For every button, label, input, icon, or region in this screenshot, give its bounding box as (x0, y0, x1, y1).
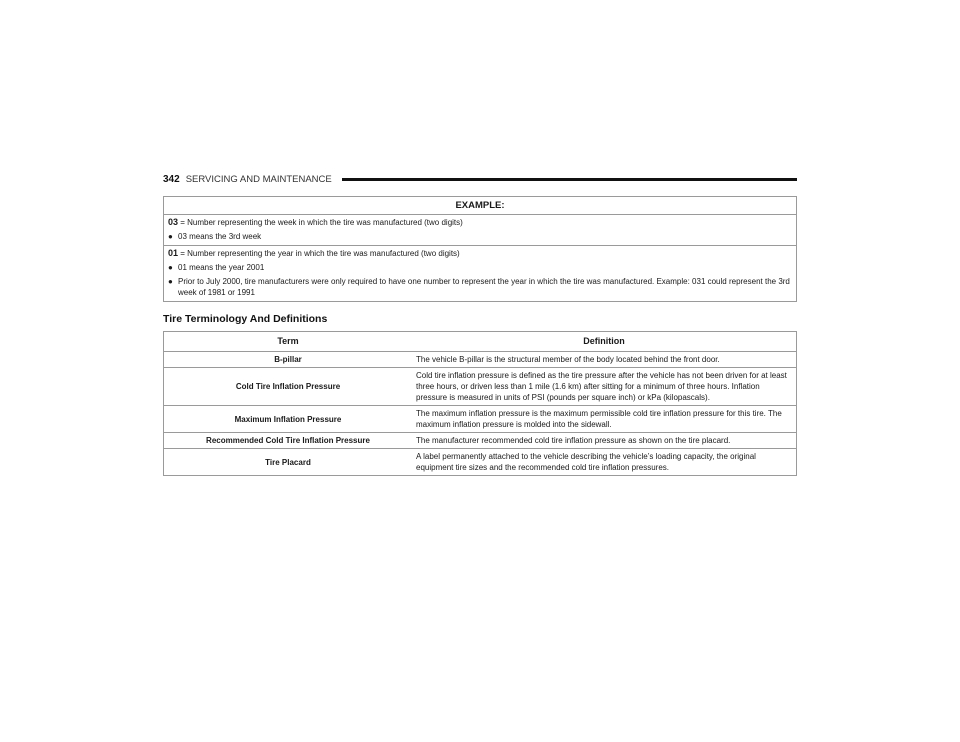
example-row-week (164, 215, 796, 245)
column-header-definition: Definition (412, 332, 797, 352)
example-row-year (164, 245, 796, 301)
bullet-item (168, 262, 792, 273)
header-rule (342, 178, 797, 181)
row-text: = Number representing the week in which the tire was manufactured (two digits) (178, 218, 463, 227)
page-header (163, 171, 797, 187)
table-row (164, 433, 797, 449)
term-cell: Tire Placard (164, 449, 413, 476)
subsection-title: Tire Terminology And Definitions (163, 313, 328, 325)
row-key: 03 (168, 217, 179, 227)
definition-cell: The vehicle B-pillar is the structural member of the body located behind the front door. (412, 352, 797, 368)
bullet-icon: ● (168, 277, 173, 286)
bullet-text: 01 means the year 2001 (178, 263, 265, 272)
bullet-text: Prior to July 2000, tire manufacturers were only required to have one number to represent the year in which the tire was manufactured. Example: 031 could represent the 3rd week of 1981 or 1991 (178, 277, 790, 297)
bullet-icon: ● (168, 263, 173, 272)
definition-cell: The manufacturer recommended cold tire inflation pressure as shown on the tire placard. (412, 433, 797, 449)
section-title: SERVICING AND MAINTENANCE (185, 173, 332, 185)
bullet-text: 03 means the 3rd week (178, 232, 262, 241)
definition-cell: Cold tire inflation pressure is defined as the tire pressure after the vehicle has not been driven for at least three hours, or driven less than 1 mile (1.6 km) after sitting for a minimum of three hours. Inflation pressure is measured in units of PSI (pounds per square inch) or kPa (kilopascals). (412, 368, 797, 406)
example-table (163, 196, 797, 302)
term-cell: B-pillar (164, 352, 413, 368)
terms-table (163, 331, 797, 476)
page-number: 342 (163, 173, 180, 185)
table-row (164, 406, 797, 433)
term-cell: Cold Tire Inflation Pressure (164, 368, 413, 406)
table-row (164, 352, 797, 368)
term-cell: Maximum Inflation Pressure (164, 406, 413, 433)
table-row (164, 368, 797, 406)
column-header-term: Term (164, 332, 413, 352)
definition-cell: A label permanently attached to the vehicle describing the vehicle’s loading capacity, the original equipment tire sizes and the recommended cold tire inflation pressures. (412, 449, 797, 476)
bullet-item (168, 276, 792, 298)
definition-cell: The maximum inflation pressure is the maximum permissible cold tire inflation pressure for this tire. The maximum inflation pressure is molded into the sidewall. (412, 406, 797, 433)
bullet-item (168, 231, 792, 242)
term-cell: Recommended Cold Tire Inflation Pressure (164, 433, 413, 449)
table-header-row (164, 332, 797, 352)
row-key: 01 (168, 248, 179, 258)
table-row (164, 449, 797, 476)
bullet-icon: ● (168, 232, 173, 241)
row-text: = Number representing the year in which the tire was manufactured (two digits) (178, 249, 460, 258)
example-heading: EXAMPLE: (164, 197, 796, 215)
